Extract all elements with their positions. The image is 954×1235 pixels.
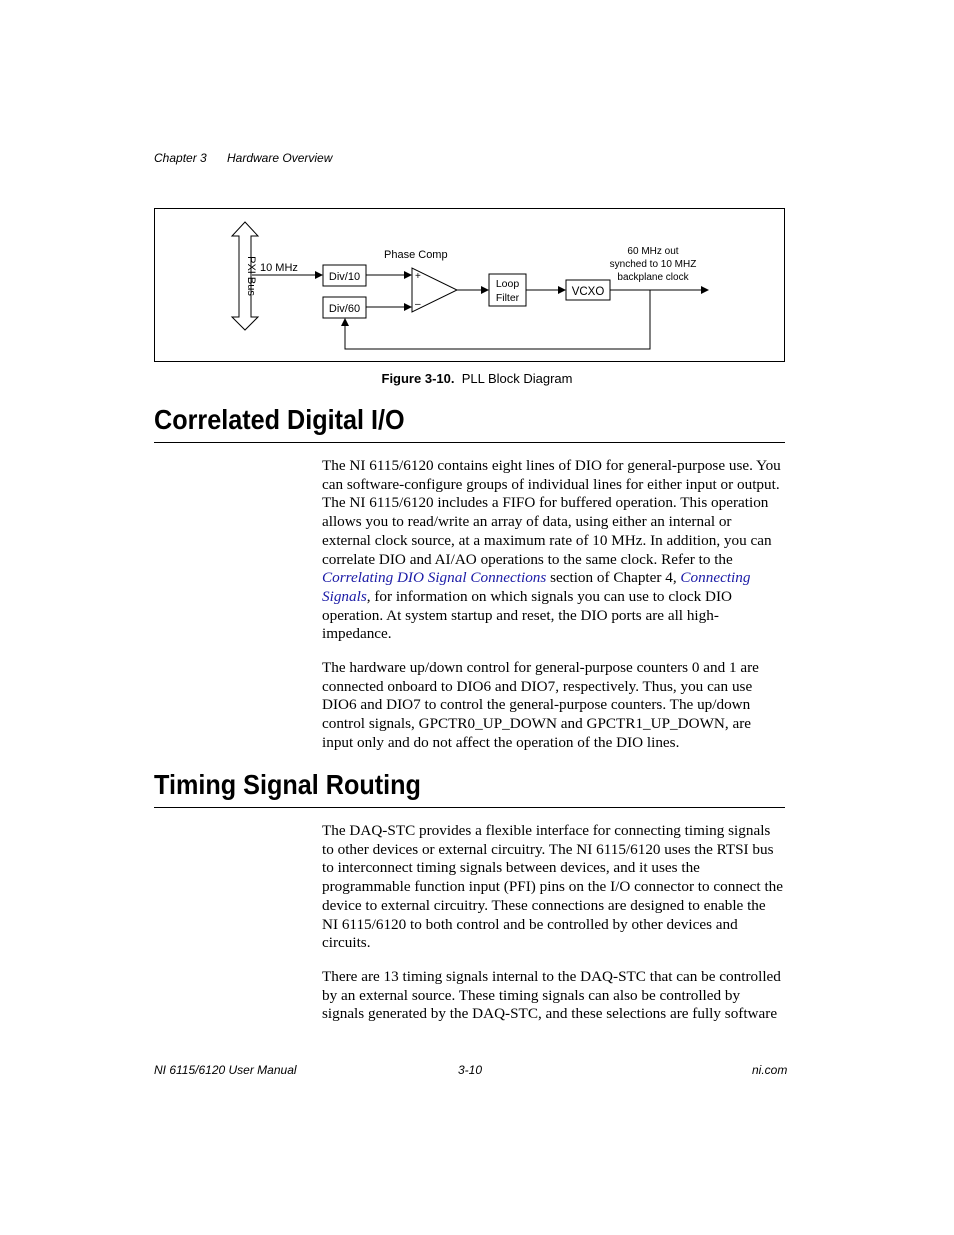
loop-filter-label-2: Filter [495,292,520,304]
figure-caption [0,371,954,386]
pll-diagram-svg [155,209,786,363]
div10-label: Div/10 [328,271,361,283]
phase-comp-label: Phase Comp [384,249,448,261]
section-rule [154,442,785,443]
footer-page-number: 3-10 [458,1063,483,1077]
pll-block-diagram [154,208,785,362]
text-run: The NI 6115/6120 contains eight lines of DIO for general-purpose use. You can software-configure groups of individual lines for either input or output. The NI 6115/6120 includes a FIFO for buffered operation. This operation allows you to read/write an array of data, using either an internal or external clock source, at a maximum rate of 10 MHz. In addition, you can correlate DIO and AI/AO operations to the same clock. Refer to the [322,457,781,568]
comp-minus-sign: – [415,299,421,310]
section-title-timing-signal-routing: Timing Signal Routing [154,769,421,800]
correlated-dio-paragraph-1 [322,457,784,644]
link-connecting-signals[interactable]: Connecting Signals [322,569,751,605]
comp-plus-sign: + [415,271,421,282]
output-label-3: backplane clock [617,272,689,283]
correlated-dio-paragraph-2: The hardware up/down control for general-purpose counters 0 and 1 are connected onboard to DIO6 and DIO7, respectively. Thus, you can use DIO6 and DIO7 to control the general-purpose counters. The up/down control signals, GPCTR0_UP_DOWN and GPCTR1_UP_DOWN, are input only and do not affect the operation of the DIO lines. [322,659,759,751]
ref-clock-label: 10 MHz [260,262,298,274]
figure-caption-number: Figure 3-10. [381,371,455,386]
timing-routing-paragraph-2: There are 13 timing signals internal to the DAQ-STC that can be controlled by an external source. These timing signals can also be controlled by signals generated by the DAQ-STC, and these selections are fully software [322,968,781,1023]
output-label-2: synched to 10 MHZ [609,259,697,270]
footer-manual-title: NI 6115/6120 User Manual [154,1063,297,1077]
running-header-section: Hardware Overview [227,151,333,165]
timing-routing-paragraph-1: The DAQ-STC provides a flexible interface for connecting timing signals to other devices or external circuitry. The NI 6115/6120 uses the RTSI bus to interconnect timing signals between devices, and it uses the programmable function input (PFI) pins on the I/O connector to connect the device to external circuitry. These connections are designed to enable the NI 6115/6120 to both control and be controlled by other devices and circuits. [322,822,783,952]
div60-label: Div/60 [328,303,361,315]
footer-website: ni.com [752,1063,788,1077]
running-header-chapter: Chapter 3 [154,151,207,165]
figure-caption-title: PLL Block Diagram [461,371,573,386]
text-run: section of Chapter 4, [546,569,681,587]
pxi-bus-label: PXI Bus [245,256,257,296]
output-label-1: 60 MHz out [627,246,679,257]
section-rule [154,807,785,808]
vcxo-label: VCXO [571,286,605,298]
section-title-correlated-dio: Correlated Digital I/O [154,404,405,435]
loop-filter-label-1: Loop [495,278,520,290]
text-run: , for information on which signals you can use to clock DIO operation. At system startup and reset, the DIO ports are all high-impedance. [322,587,732,643]
link-correlating-dio-signal-connections[interactable]: Correlating DIO Signal Connections [322,569,547,587]
